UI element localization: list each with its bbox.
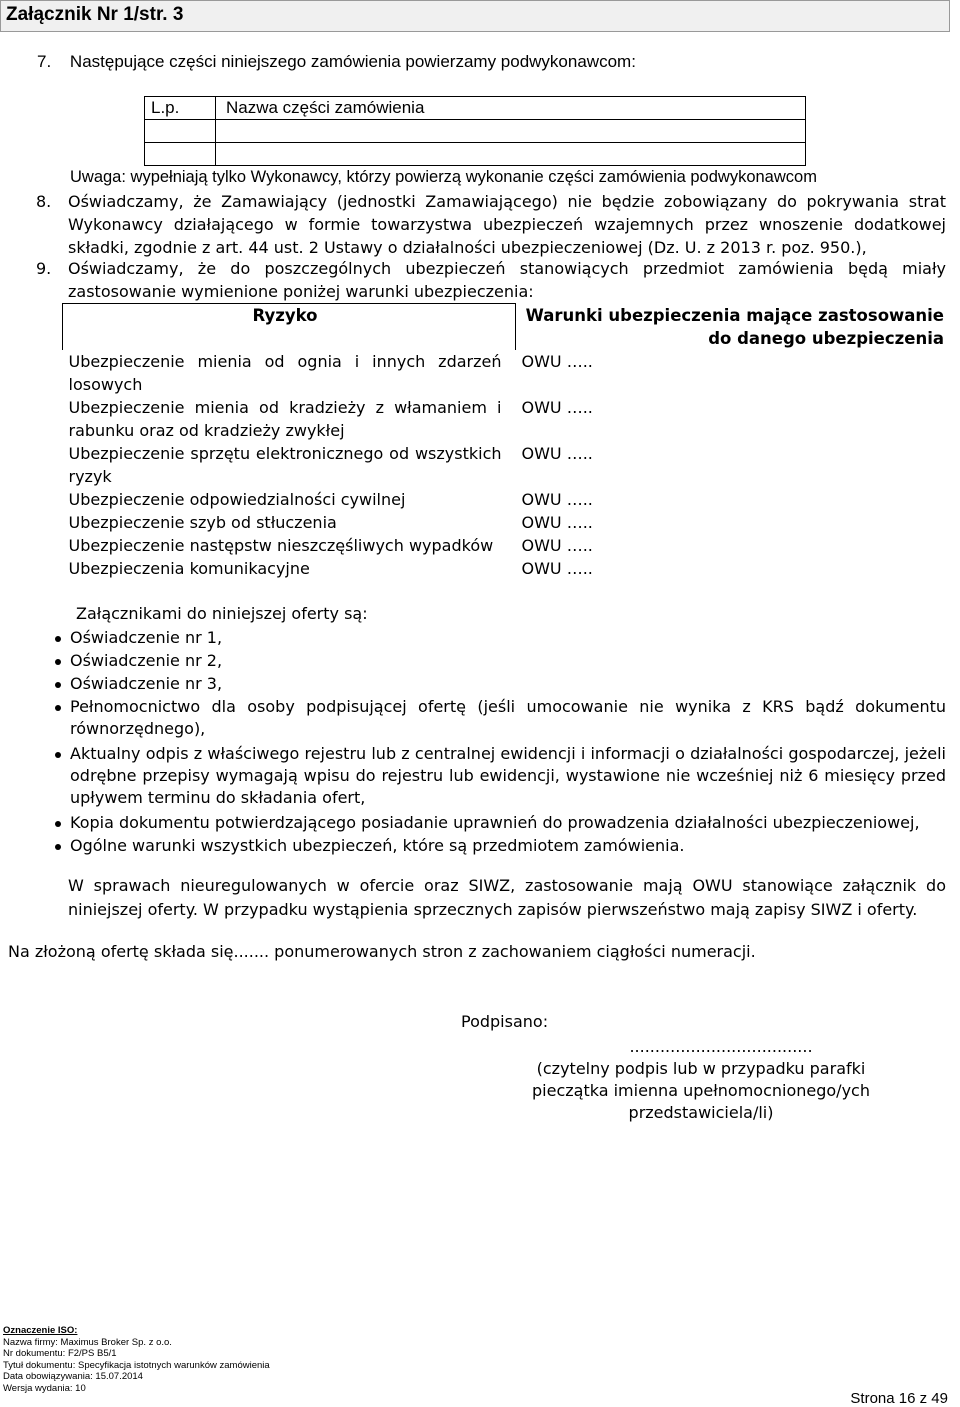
- item-7-number: 7.: [37, 52, 52, 71]
- footer-iso: Oznaczenie ISO:: [3, 1325, 78, 1336]
- conditions-header: Warunki ubezpieczenia mające zastosowanie do danego ubezpieczenia: [525, 305, 944, 348]
- risk-cell: Ubezpieczenie mienia od ognia i innych zdarzeń losowych: [68, 351, 502, 394]
- bullet-icon: [55, 844, 61, 850]
- page-number: Strona 16 z 49: [850, 1390, 948, 1407]
- signature-line-1: (czytelny podpis lub w przypadku parafki: [536, 1059, 866, 1078]
- signature-line-3: przedstawiciela/li): [628, 1103, 774, 1122]
- footer-version: Wersja wydania: 10: [3, 1382, 86, 1394]
- list-item: [70, 673, 946, 695]
- bullet-icon: [55, 752, 61, 758]
- table-row: [63, 511, 947, 534]
- col-lp-header: L.p.: [145, 97, 216, 120]
- subcontract-table: [144, 96, 806, 166]
- signature-line-2: pieczątka imienna upełnomocnionego/ych: [532, 1081, 870, 1100]
- item-8-text: Oświadczamy, że Zamawiający (jednostki Zamawiającego) nie będzie zobowiązany do pokrywania strat Wykonawcy działającego w formie towarzystwa ubezpieczeń wzajemnych przez wnoszenie dodatkowej składki, zgodnie z art. 44 ust. 2 Ustawy o działalności ubezpieczeniowej (Dz. U. z 2013 r. poz. 950.),: [68, 192, 946, 257]
- attachment-text: Pełnomocnictwo dla osoby podpisującej ofertę (jeśli umocowanie nie wynika z KRS bądź dokumentu równorzędnego),: [70, 697, 946, 738]
- signature-block: [496, 1036, 906, 1124]
- risk-cell: Ubezpieczenia komunikacyjne: [68, 558, 310, 578]
- risk-cell: Ubezpieczenie sprzętu elektronicznego od wszystkich ryzyk: [68, 443, 502, 486]
- table-row: [63, 557, 947, 580]
- bullet-icon: [55, 705, 61, 711]
- item-7-text: Następujące części niniejszego zamówienia powierzamy podwykonawcom:: [69, 52, 636, 71]
- table-cell[interactable]: [145, 120, 216, 143]
- footer-date: Data obowiązywania: 15.07.2014: [3, 1371, 143, 1382]
- attachment-text: Oświadczenie nr 1,: [70, 628, 223, 647]
- signature-dots: ....................................: [629, 1037, 813, 1056]
- item-8-number: 8.: [36, 192, 52, 211]
- conditions-cell[interactable]: OWU …..: [521, 558, 593, 578]
- footer-info: [3, 1325, 270, 1394]
- table-row: [63, 442, 947, 488]
- item-7: [37, 52, 636, 72]
- attachment-text: Ogólne warunki wszystkich ubezpieczeń, które są przedmiotem zamówienia.: [70, 836, 685, 855]
- table-cell[interactable]: [216, 120, 806, 143]
- list-item: [70, 743, 946, 809]
- bullet-icon: [55, 659, 61, 665]
- table-row[interactable]: [145, 143, 806, 166]
- list-item: [70, 650, 946, 672]
- conditions-cell[interactable]: OWU …..: [521, 489, 593, 509]
- item-9-number: 9.: [36, 259, 52, 278]
- attachment-text: Kopia dokumentu potwierdzającego posiadanie uprawnień do prowadzenia działalności ubezpieczeniowej,: [70, 813, 920, 832]
- list-item: [70, 835, 946, 857]
- conditions-cell[interactable]: OWU …..: [521, 397, 593, 417]
- attachment-text: Oświadczenie nr 2,: [70, 651, 223, 670]
- risk-cell: Ubezpieczenie odpowiedzialności cywilnej: [68, 489, 406, 509]
- table-row: [63, 534, 947, 557]
- col-part-name-header: Nazwa części zamówienia: [216, 97, 806, 120]
- table-row: [63, 488, 947, 511]
- risk-cell: Ubezpieczenie mienia od kradzieży z włamaniem i rabunku oraz od kradzieży zwykłej: [68, 397, 502, 440]
- table-cell[interactable]: [216, 143, 806, 166]
- footer-docnum: Nr dokumentu: F2/PS B5/1: [3, 1348, 117, 1359]
- item-9-text: Oświadczamy, że do poszczególnych ubezpieczeń stanowiących przedmiot zamówienia będą miały zastosowanie wymienione poniżej warunki ubezpieczenia:: [68, 259, 946, 301]
- attachments-list: [70, 627, 946, 858]
- item-8: [36, 190, 946, 259]
- table-row: [63, 350, 947, 396]
- item-9: [36, 257, 946, 303]
- bullet-icon: [55, 821, 61, 827]
- risk-cell: Ubezpieczenie szyb od stłuczenia: [68, 512, 337, 532]
- risk-header: Ryzyko: [63, 304, 516, 350]
- risk-cell: Ubezpieczenie następstw nieszczęśliwych wypadków: [68, 535, 494, 555]
- signature-label: Podpisano:: [461, 1012, 549, 1031]
- list-item: [70, 627, 946, 649]
- conditions-cell[interactable]: OWU …..: [521, 512, 593, 532]
- attachments-title: Załącznikami do niniejszej oferty są:: [76, 604, 368, 623]
- owu-paragraph: W sprawach nieuregulowanych w ofercie oraz SIWZ, zastosowanie mają OWU stanowiące załącznik do niniejszej oferty. W przypadku wystąpienia sprzecznych zapisów pierwszeństwo mają zapisy SIWZ i oferty.: [68, 876, 946, 919]
- table-header-row: [63, 304, 947, 350]
- note-text: Uwaga: wypełniają tylko Wykonawcy, którzy powierzą wykonanie części zamówienia podwykonawcom: [70, 168, 817, 186]
- table-row[interactable]: [145, 120, 806, 143]
- table-row: [145, 97, 806, 120]
- attachment-text: Aktualny odpis z właściwego rejestru lub z centralnej ewidencji i informacji o działalności gospodarczej, jeżeli odrębne przepisy wymagają wpisu do rejestru lub ewidencji, wystawione nie wcześniej niż 6 miesięcy przed upływem terminu do składania ofert,: [70, 744, 946, 807]
- conditions-cell[interactable]: OWU …..: [521, 535, 593, 555]
- table-row: [63, 396, 947, 442]
- conditions-cell[interactable]: OWU …..: [521, 351, 593, 371]
- footer-doctitle: Tytuł dokumentu: Specyfikacja istotnych warunków zamówienia: [3, 1359, 270, 1371]
- list-item: [70, 812, 946, 834]
- list-item: [70, 696, 946, 740]
- risk-table: [62, 303, 946, 580]
- attachment-text: Oświadczenie nr 3,: [70, 674, 223, 693]
- bullet-icon: [55, 682, 61, 688]
- table-cell[interactable]: [145, 143, 216, 166]
- page-title: Załącznik Nr 1/str. 3: [6, 4, 184, 25]
- footer-firm: Nazwa firmy: Maximus Broker Sp. z o.o.: [3, 1336, 172, 1348]
- bullet-icon: [55, 636, 61, 642]
- pages-statement: Na złożoną ofertę składa się....... ponumerowanych stron z zachowaniem ciągłości numeracji.: [8, 942, 756, 961]
- conditions-cell[interactable]: OWU …..: [521, 443, 593, 463]
